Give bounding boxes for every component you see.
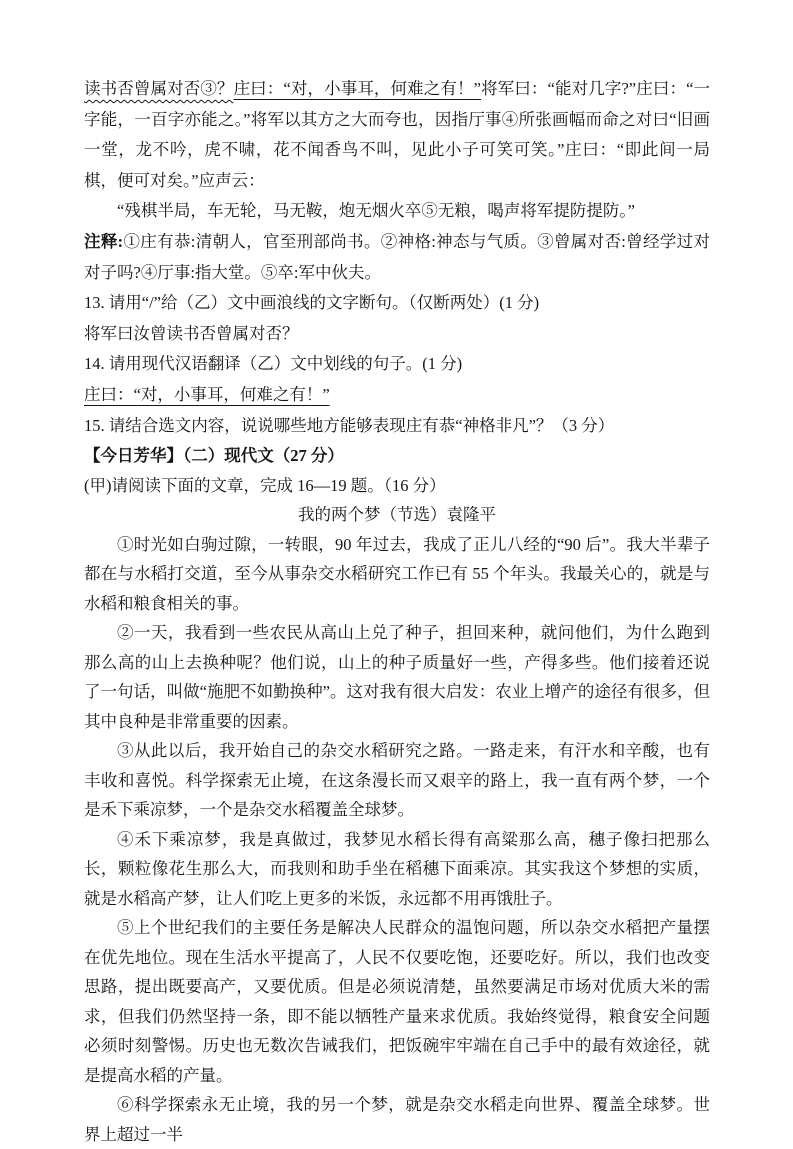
question-13: 13. 请用“/”给（乙）文中画浪线的文字断句。（仅断两处）(1 分): [84, 293, 540, 313]
essay-paragraph-2: ②一天，我看到一些农民从高山上兑了种子，担回来种，就问他们，为什么跑到那么高的山上去换种呢？他们说，山上的种子质量好一些，产得多些。他们接着还说了一句话，叫做“施肥不如勤换种”。这对我有很大启发：农业上增产的途径有很多，但其中良种是非常重要的因素。: [84, 623, 710, 731]
section-header: 【今日芳华】（二）现代文（27 分）: [84, 446, 344, 466]
underlined-translation-sentence: 庄曰：“对，小事耳，何难之有！”: [84, 384, 330, 404]
essay-paragraph-4: ④禾下乘凉梦，我是真做过，我梦见水稻长得有高粱那么高，穗子像扫把那么长，颗粒像花生那么大，而我则和助手坐在稻穗下面乘凉。其实我这个梦想的实质，就是水稻高产梦，让人们吃上更多的米饭，永远都不用再饿肚子。: [84, 829, 710, 908]
modern-text-section: [84, 441, 710, 1149]
essay-paragraph-6: ⑥科学探索永无止境，我的另一个梦，就是杂交水稻走向世界、覆盖全球梦。世界上超过一半: [84, 1095, 710, 1144]
question-13-target-sentence: 将军曰汝曾读书否曾属对否？: [84, 323, 299, 343]
reading-instruction: (甲)请阅读下面的文章，完成 16—19 题。（16 分）: [84, 475, 446, 495]
question-15: 15. 请结合选文内容，说说哪些地方能够表现庄有恭“神格非凡”？（3 分）: [84, 415, 615, 435]
essay-paragraph-1: ①时光如白驹过隙，一转眼，90 年过去，我成了正儿八经的“90 后”。我大半辈子都在与水稻打交道，至今从事杂交水稻研究工作已有 55 个年头。我最关心的，就是与水稻和粮食相关的事。: [84, 534, 710, 613]
question-14: 14. 请用现代汉语翻译（乙）文中划线的句子。(1 分): [84, 354, 463, 374]
notes-text: ①庄有恭:清朝人，官至刑部尚书。②神格:神态与气质。③曾属对否:曾经学过对对子吗?④厅事:指大堂。⑤卒:军中伙夫。: [84, 231, 710, 282]
essay-paragraph-5: ⑤上个世纪我们的主要任务是解决人民群众的温饱问题，所以杂交水稻把产量摆在优先地位。现在生活水平提高了，人民不仅要吃饱，还要吃好。所以，我们也改变思路，提出既要高产，又要优质。但是必须说清楚，虽然要满足市场对优质大米的需求，但我们仍然坚持一条，即不能以牺牲产量来求优质。我始终觉得，粮食安全问题必须时刻警惕。历史也无数次告诫我们，把饭碗牢牢端在自己手中的最有效途径，就是提高水稻的产量。: [84, 918, 710, 1085]
essay-paragraph-3: ③从此以后，我开始自己的杂交水稻研究之路。一路走来，有汗水和辛酸，也有丰收和喜悦。科学探索无止境，在这条漫长而又艰辛的路上，我一直有两个梦，一个是禾下乘凉梦，一个是杂交水稻覆盖全球梦。: [84, 741, 710, 820]
question-14-target-sentence: [84, 380, 710, 411]
solid-underlined-sentence: 庄曰：“对，小事耳，何难之有！”: [233, 79, 481, 98]
page-content: [84, 74, 710, 1149]
classical-passage-rest: 将军曰：“能对几字?”庄曰：“一字能，一百字亦能之。”将军以其方之大而夸也，因指厅事④所张画幅而命之对曰“旧画一堂，龙不吟，虎不啸，花不闻香鸟不叫，见此小子可笑可笑。”庄曰：“即此间一局棋，便可对矣。”应声云：: [84, 79, 711, 190]
classical-text-section: [84, 74, 710, 441]
couplet-quote-line: “残棋半局，车无轮，马无鞍，炮无烟火卒⑤无粮，喝声将军提防提防。”: [117, 201, 635, 221]
classical-passage-continuation: [84, 74, 710, 196]
wavy-underlined-text: 读书否曾属对否③？: [84, 79, 234, 98]
notes-line: [84, 227, 710, 288]
essay-title: 我的两个梦（节选）袁隆平: [298, 505, 496, 525]
notes-label: 注释:: [84, 231, 124, 251]
